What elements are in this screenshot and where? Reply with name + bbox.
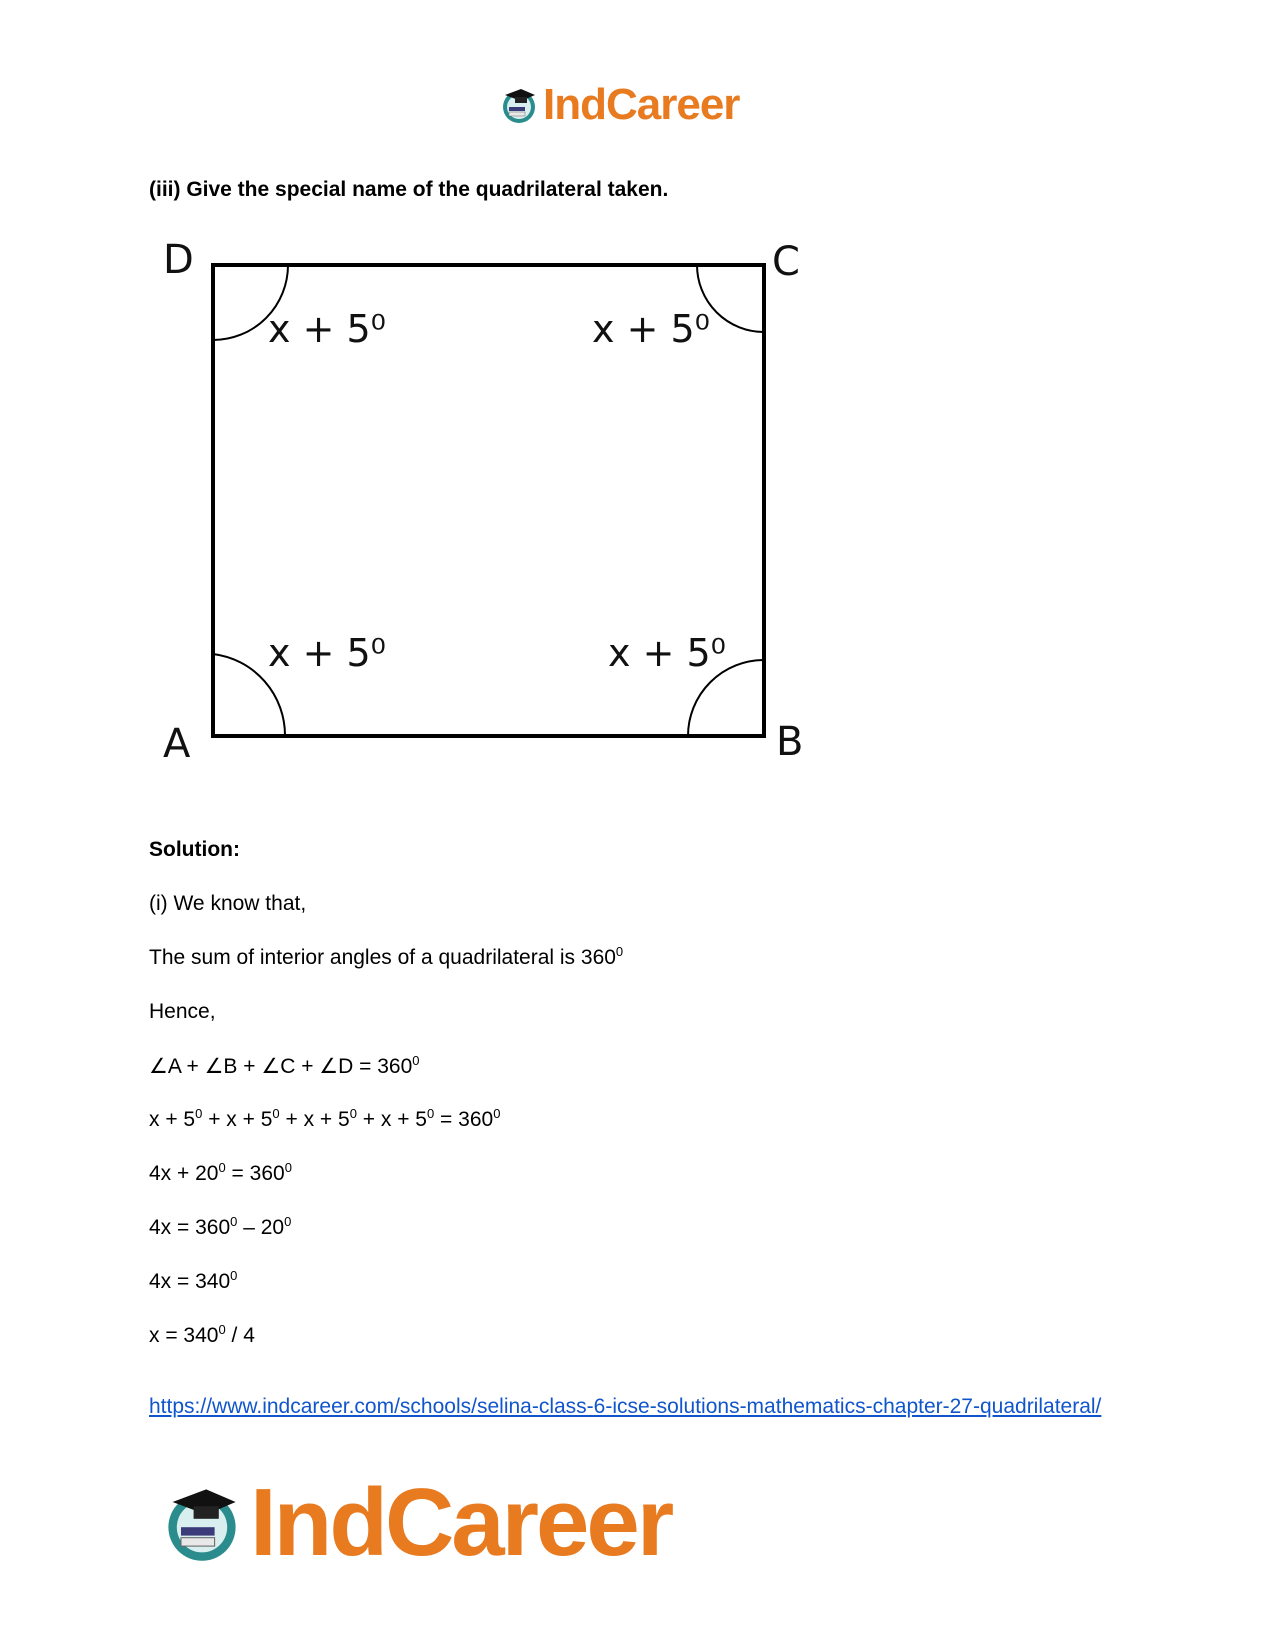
solution-heading: Solution: xyxy=(149,838,240,861)
question-text: (iii) Give the special name of the quadrilateral taken. xyxy=(149,178,669,201)
footer-logo xyxy=(160,1468,671,1578)
angle-label-d: x + 5⁰ xyxy=(268,307,386,351)
vertex-label-d: D xyxy=(163,240,194,283)
source-link[interactable]: https://www.indcareer.com/schools/selina-class-6-icse-solutions-mathematics-chapter-27-quadrilateral/ xyxy=(149,1395,1102,1418)
equation-4: $4x = 360^0 - 20^0$ xyxy=(149,1214,292,1239)
logo-wordmark: IndCareer xyxy=(250,1469,672,1576)
solution-step-intro: (i) We know that, xyxy=(149,892,307,915)
graduation-globe-icon xyxy=(499,85,539,125)
equation-5: $4x = 340^0$ xyxy=(149,1268,238,1293)
equation-3: $4x + 20^0 = 360^0$ xyxy=(149,1160,292,1185)
graduation-globe-icon xyxy=(160,1481,244,1565)
equation-6: $x = 340^0 / 4$ xyxy=(149,1322,255,1347)
vertex-label-b: B xyxy=(776,719,804,765)
vertex-label-c: C xyxy=(772,240,800,285)
header-logo xyxy=(499,80,739,130)
vertex-label-a: A xyxy=(163,721,191,767)
solution-hence: Hence, xyxy=(149,1000,216,1023)
angle-label-b: x + 5⁰ xyxy=(608,631,726,675)
angle-label-a: x + 5⁰ xyxy=(268,631,386,675)
solution-fact: The sum of interior angles of a quadrilateral is $360^0$ xyxy=(149,944,624,969)
equation-1: ∠A + ∠B + ∠C + ∠D = $360^0$ xyxy=(149,1053,420,1078)
logo-wordmark: IndCareer xyxy=(543,80,740,129)
equation-2: $x + 5^0 + x + 5^0 + x + 5^0 + x + 5^0 = 360^0$ xyxy=(149,1106,501,1131)
quadrilateral-figure xyxy=(150,240,850,780)
angle-label-c: x + 5⁰ xyxy=(592,307,710,351)
